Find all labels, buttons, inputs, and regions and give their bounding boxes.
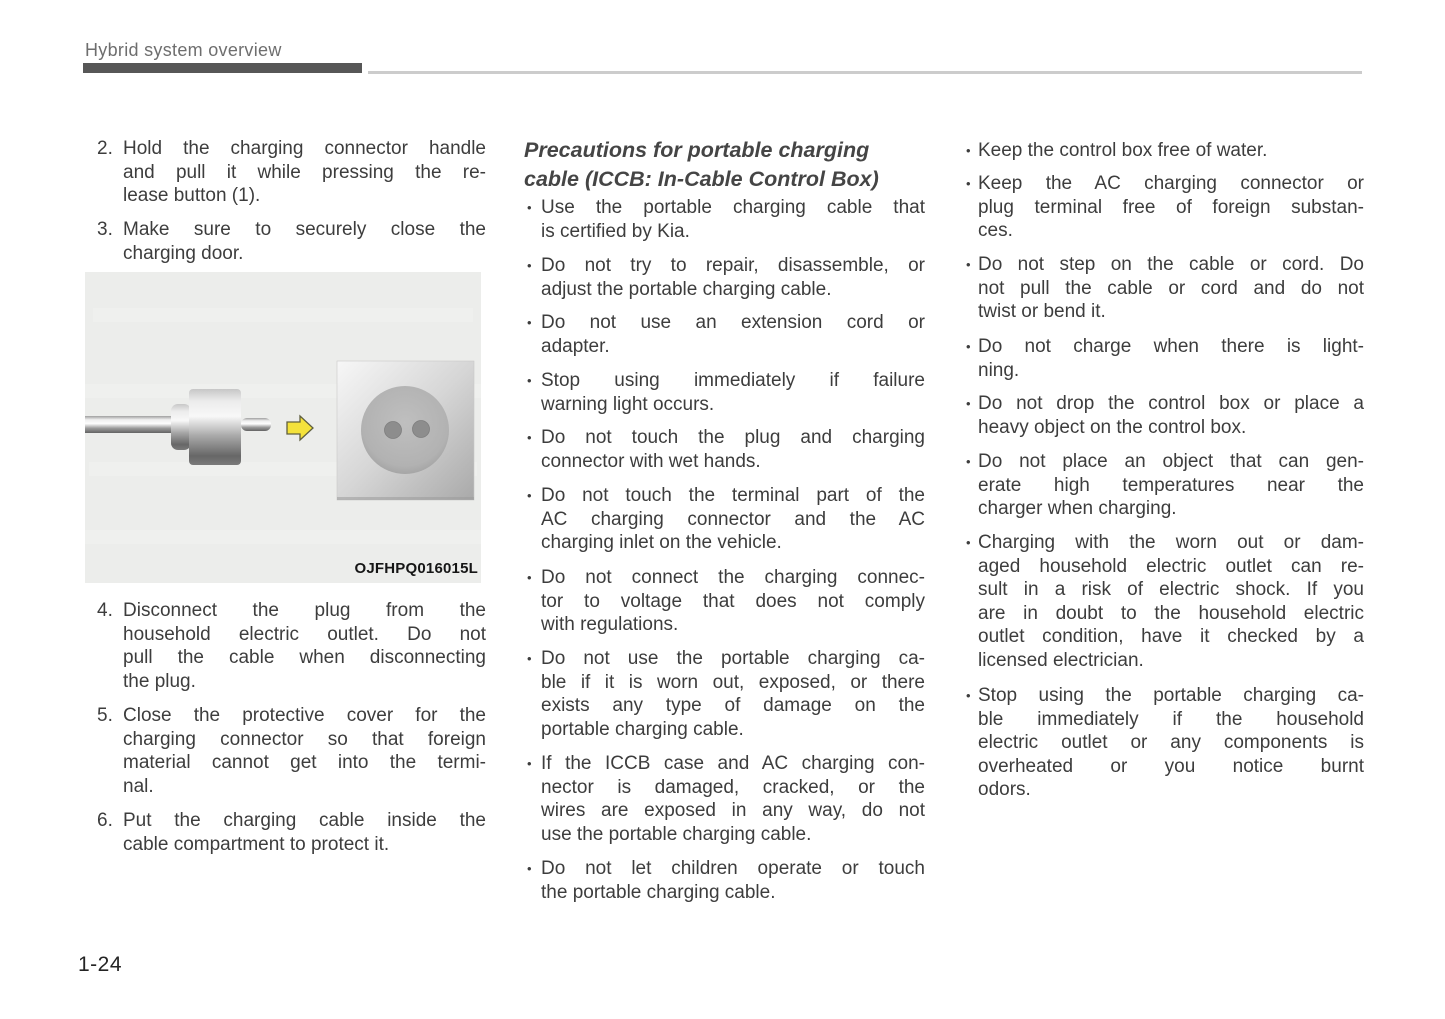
text-line: AC charging connector and the AC [541, 508, 925, 530]
text-line: charging door. [123, 242, 244, 264]
text-line: wires are exposed in any way, do not [541, 800, 925, 821]
text-line: Do not step on the cable or cord. Do [978, 254, 1364, 275]
text-line: odors. [978, 779, 1031, 800]
step-number: 4. [97, 600, 113, 621]
bullet-marker: • [966, 688, 971, 703]
step-number: 2. [97, 138, 113, 159]
bullet-item [527, 752, 925, 846]
bullet-text [541, 426, 925, 473]
step-number: 3. [97, 219, 113, 240]
bullet-text [541, 484, 925, 555]
section-heading [524, 136, 924, 194]
step-number: 6. [97, 810, 113, 831]
text-line: the portable charging cable. [541, 881, 776, 903]
text-line: tor to voltage that does not comply [541, 590, 925, 612]
text-line: cable (ICCB: In-Cable Control Box) [524, 167, 879, 191]
text-line: Stop using immediately if failure [541, 370, 925, 391]
text-line: Do not touch the terminal part of the [541, 485, 925, 506]
bullet-marker: • [527, 258, 532, 273]
page-number: 1-24 [78, 953, 123, 976]
text-line: lease button (1). [123, 185, 261, 206]
text-line: Do not place an object that can gen- [978, 451, 1364, 472]
bullet-text [541, 752, 925, 846]
text-line: charger when charging. [978, 498, 1177, 519]
text-line: Do not let children operate or touch [541, 858, 925, 879]
bullet-item [966, 531, 1364, 672]
bullet-marker: • [966, 454, 971, 469]
text-line: Do not try to repair, disassemble, or [541, 255, 925, 276]
text-line: nal. [123, 775, 154, 797]
text-line: use the portable charging cable. [541, 823, 812, 845]
text-line: and pull it while pressing the re- [123, 161, 486, 183]
step-text [123, 218, 486, 265]
bullet-text [978, 335, 1364, 382]
text-line: the plug. [123, 670, 196, 692]
bullet-text [978, 139, 1364, 163]
bullet-item [527, 311, 925, 358]
outlet-hole-right [413, 421, 430, 438]
text-line: Do not touch the plug and charging [541, 427, 925, 448]
bullet-item [966, 172, 1364, 243]
outlet-hole-left [385, 422, 402, 439]
bullet-text [541, 369, 925, 416]
text-line: ble immediately if the household [978, 708, 1364, 730]
text-line: Precautions for portable charging [524, 138, 870, 162]
step-number: 5. [97, 705, 113, 726]
text-line: Use the portable charging cable that [541, 197, 925, 218]
bullet-item [527, 647, 925, 741]
text-line: ces. [978, 220, 1013, 241]
figure-caption: OJFHPQ016015L [354, 560, 478, 577]
bullet-marker: • [527, 570, 532, 585]
bullet-item [527, 857, 925, 904]
text-line: aged household electric outlet can re- [978, 555, 1364, 577]
text-line: Keep the control box free of water. [978, 140, 1268, 161]
bullet-text [978, 531, 1364, 672]
bullet-text [541, 566, 925, 637]
text-line: Do not connect the charging connec- [541, 567, 925, 588]
page-header-title: Hybrid system overview [83, 40, 292, 65]
bullet-marker: • [527, 756, 532, 771]
text-line: sult in a risk of electric shock. If you [978, 579, 1364, 600]
bullet-item [527, 566, 925, 637]
numbered-step-6 [97, 809, 486, 856]
text-line: Disconnect the plug from the [123, 600, 486, 621]
bullet-marker: • [527, 430, 532, 445]
bullet-item [527, 426, 925, 473]
text-line: portable charging cable. [541, 718, 744, 740]
bullet-text [978, 253, 1364, 324]
text-line: Do not use the portable charging ca- [541, 648, 925, 669]
bullet-marker: • [966, 143, 971, 158]
text-line: warning light occurs. [541, 393, 715, 415]
numbered-step-4 [97, 599, 486, 693]
text-line: twist or bend it. [978, 301, 1106, 322]
step-text [123, 599, 486, 693]
bullet-text [978, 450, 1364, 521]
bullet-item [527, 196, 925, 243]
text-line: is certified by Kia. [541, 220, 690, 242]
bullet-item [966, 450, 1364, 521]
text-line: nector is damaged, cracked, or the [541, 776, 925, 798]
bullet-text [541, 254, 925, 301]
text-line: Close the protective cover for the [123, 705, 486, 726]
bullet-item [966, 335, 1364, 382]
text-line: charging inlet on the vehicle. [541, 532, 782, 553]
text-line: overheated or you notice burnt [978, 755, 1364, 777]
step-text [123, 809, 486, 856]
bullet-marker: • [966, 257, 971, 272]
text-line: material cannot get into the termi- [123, 752, 486, 773]
bullet-marker: • [966, 535, 971, 550]
text-line: licensed electrician. [978, 649, 1144, 671]
figure-image [85, 272, 481, 583]
text-line: exists any type of damage on the [541, 695, 925, 716]
text-line: Do not charge when there is light- [978, 336, 1364, 357]
text-line: pull the cable when disconnecting [123, 647, 486, 668]
text-line: plug terminal free of foreign substan- [978, 196, 1364, 218]
text-line: not pull the cable or cord and do not [978, 277, 1364, 299]
bullet-marker: • [966, 176, 971, 191]
text-line: Put the charging cable inside the [123, 810, 486, 831]
text-line: Keep the AC charging connector or [978, 173, 1364, 194]
step-text [123, 704, 486, 798]
bullet-text [541, 647, 925, 741]
bullet-marker: • [527, 200, 532, 215]
text-line: ble if it is worn out, exposed, or there [541, 671, 925, 693]
bullet-text [541, 196, 925, 243]
column-left [97, 0, 486, 1019]
bullet-marker: • [966, 396, 971, 411]
bullet-item [527, 369, 925, 416]
numbered-step-3 [97, 218, 486, 265]
bullet-text [978, 172, 1364, 243]
bullet-item [966, 139, 1364, 163]
text-line: heavy object on the control box. [978, 416, 1247, 438]
bullet-item [966, 392, 1364, 439]
text-line: Do not drop the control box or place a [978, 393, 1364, 414]
bullet-marker: • [966, 339, 971, 354]
text-line: If the ICCB case and AC charging con- [541, 753, 925, 774]
text-line: outlet condition, have it checked by a [978, 626, 1364, 647]
bullet-marker: • [527, 651, 532, 666]
text-line: connector with wet hands. [541, 450, 761, 472]
text-line: Charging with the worn out or dam- [978, 532, 1364, 553]
bullet-marker: • [527, 373, 532, 388]
text-line: adapter. [541, 335, 610, 357]
charging-plug-outlet-figure [85, 272, 481, 583]
bullet-text [541, 857, 925, 904]
text-line: Stop using the portable charging ca- [978, 685, 1364, 706]
text-line: charging connector so that foreign [123, 728, 486, 750]
text-line: household electric outlet. Do not [123, 623, 486, 645]
text-line: adjust the portable charging cable. [541, 278, 832, 300]
bullet-marker: • [527, 861, 532, 876]
bullet-marker: • [527, 488, 532, 503]
text-line: ning. [978, 359, 1020, 381]
bullet-marker: • [527, 315, 532, 330]
numbered-step-2 [97, 137, 486, 208]
text-line: Hold the charging connector handle [123, 138, 486, 159]
text-line: are in doubt to the household electric [978, 602, 1364, 624]
bullet-item [527, 254, 925, 301]
text-line: Make sure to securely close the [123, 219, 486, 240]
bullet-text [978, 392, 1364, 439]
text-line: with regulations. [541, 614, 679, 635]
step-text [123, 137, 486, 208]
bullet-item [527, 484, 925, 555]
text-line: cable compartment to protect it. [123, 833, 390, 855]
bullet-text [541, 311, 925, 358]
text-line: electric outlet or any components is [978, 732, 1364, 753]
numbered-step-5 [97, 704, 486, 798]
text-line: Do not use an extension cord or [541, 312, 925, 333]
text-line: erate high temperatures near the [978, 474, 1364, 496]
column-right [966, 0, 1364, 1019]
bullet-text [978, 684, 1364, 802]
bullet-item [966, 684, 1364, 802]
column-middle [524, 0, 925, 1019]
bullet-item [966, 253, 1364, 324]
outlet-illustration [337, 361, 474, 500]
